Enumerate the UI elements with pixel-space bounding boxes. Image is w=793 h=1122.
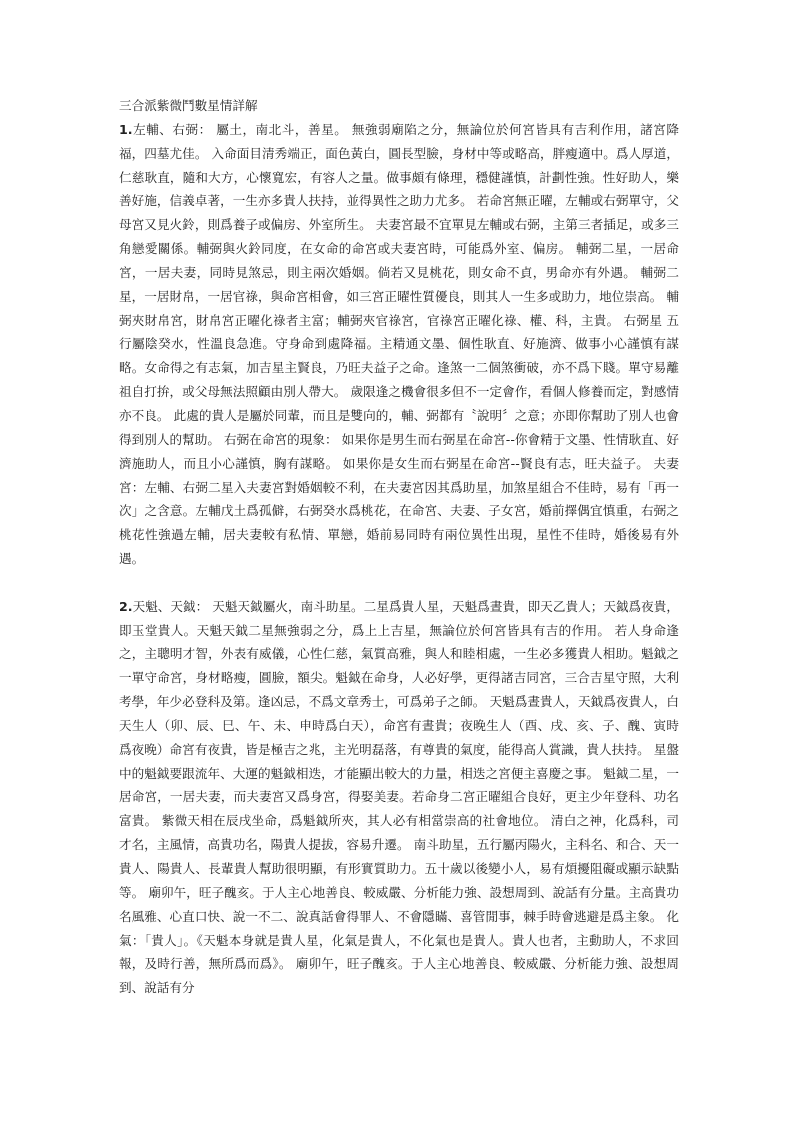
- document-page: [119, 94, 679, 1000]
- section-zuofu-youbi: [119, 118, 679, 571]
- section-number: 2.: [119, 598, 133, 614]
- document-title: 三合派紫微鬥數星情詳解: [119, 98, 258, 113]
- section-number: 1.: [119, 121, 133, 137]
- section-text: 天魁、天鉞： 天魁天鉞屬火，南斗助星。二星爲貴人星，天魁爲晝貴，即天乙貴人；天鉞爲夜貴，即玉堂貴人。天魁天鉞二星無強弱之分，爲上上吉星，無論位於何宮皆具有吉的作用。 若人身命逢之，主聰明才智，外表有威儀，心性仁慈，氣質高雅，與人和睦相處，一生必多獲貴人相助。魁鉞之一單守命宮，身材略瘦，圓臉，額尖。魁鉞在命身，人必好學，更得諸吉同宮，三合吉星守照，大利考學，年少必登科及第。逢凶忌，不爲文章秀士，可爲弟子之師。 天魁爲晝貴人，天鉞爲夜貴人，白天生人（卯、辰、巳、午、未、申時爲白天），命宮有晝貴；夜晚生人（酉、戌、亥、子、醜、寅時爲夜晚）命宮有夜貴，皆是極吉之兆，主光明磊落，有尊貴的氣度，能得高人賞識，貴人扶持。 星盤中的魁鉞要跟流年、大運的魁鉞相迭，才能顯出較大的力量，相迭之宮便主喜慶之事。 魁鉞二星，一居命宮，一居夫妻，而夫妻宮又爲身宮，得娶美妻。若命身二宮正曜組合良好，更主少年登科、功名富貴。 紫微天相在辰戌坐命，爲魁鉞所夾，其人必有相當崇高的社會地位。 清白之神，化爲科，司才名，主風情，高貴功名，陽貴人提拔，容易升遷。 南斗助星，五行屬丙陽火，主科名、和合、天一貴人、陽貴人、長輩貴人幫助很明顯，有形實質助力。五十歲以後變小人，易有煩擾阻礙或顯示缺點等。 廟卯午，旺子醜亥。于人主心地善良、較威嚴、分析能力強、設想周到、說話有分量。主高貴功名風雅、心直口快、說一不二、說真話會得罪人、不會隱瞞、喜管閒事，棘手時會逃避是爲主象。 化氣：「貴人」。《天魁本身就是貴人星，化氣是貴人，不化氣也是貴人。貴人也者，主動助人，不求回報，及時行善，無所爲而爲》。 廟卯午，旺子醜亥。于人主心地善良、較威嚴、分析能力強、設想周到、說話有分: [119, 598, 679, 996]
- section-text: 左輔、右弼： 屬土，南北斗，善星。 無強弱廟陷之分，無論位於何宮皆具有吉利作用，諸宮降福，四墓尤佳。 入命面目清秀端正，面色黃白，圓長型臉，身材中等或略高，胖瘦適中。爲人厚道，仁慈耿直，隨和大方，心懷寬宏，有容人之量。做事頗有條理，穩健謹慎，計劃性強。性好助人，樂善好施，信義卓著，一生亦多貴人扶持，並得異性之助力尤多。 若命宮無正曜，左輔或右弼單守，父母宮又見火鈴，則爲養子或偏房、外室所生。 夫妻宮最不宜單見左輔或右弼，主第三者插足，或多三角戀愛關係。輔弼與火鈴同度，在女命的命宮或夫妻宮時，可能爲外室、偏房。 輔弼二星，一居命宮，一居夫妻，同時見煞忌，則主兩次婚姻。倘若又見桃花，則女命不貞，男命亦有外遇。 輔弼二星，一居財帛，一居官祿，與命宮相會，如三宮正曜性質優良，則其人一生多或助力，地位崇高。 輔弼夾財帛宮，財帛宮正曜化祿者主富；輔弼夾官祿宮，官祿宮正曜化祿、權、科，主貴。 右弼星 五行屬陰癸水，性溫良急進。守身命到處降福。主精通文墨、個性耿直、好施濟、做事小心謹慎有謀略。女命得之有志氣，加吉星主賢良，乃旺夫益子之命。逢煞一二個煞衝破，亦不爲下賤。單守易離祖自打拚，或父母無法照顧由別人帶大。 歲限逢之機會很多但不一定會作，看個人修養而定，對感情亦不良。 此處的貴人是屬於同輩，而且是雙向的，輔、弼都有〝說明〞之意；亦即你幫助了別人也會得到別人的幫助。 右弼在命宮的現象： 如果你是男生而右弼星在命宮--你會精于文墨、性情耿直、好濟施助人，而且小心謹慎，胸有謀略。 如果你是女生而右弼星在命宮--賢良有志，旺夫益子。 夫妻宮：左輔、右弼二星入夫妻宮對婚姻較不利，在夫妻宮因其爲助星，加煞星組合不佳時，易有「再一次」之含意。左輔戊土爲孤僻，右弼癸水爲桃花，在命宮、夫妻、子女宮，婚前擇偶宜慎重，右弼之桃花性強過左輔，居夫妻較有私情、單戀，婚前易同時有兩位異性出現，星性不佳時，婚後易有外遇。: [119, 121, 679, 567]
- section-tiankui-tianyue: [119, 595, 679, 1000]
